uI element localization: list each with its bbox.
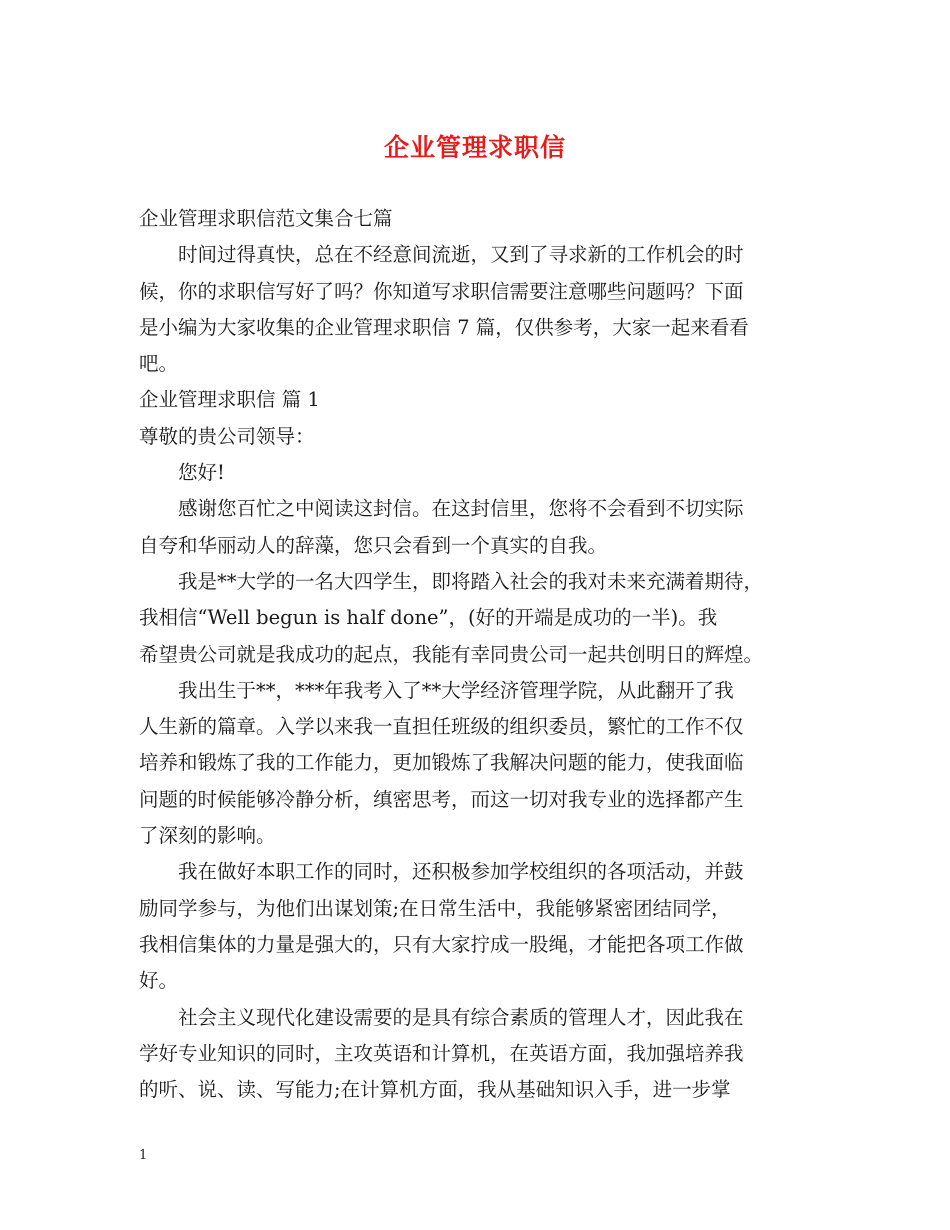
body-line: 了深刻的影响。	[139, 824, 276, 848]
document-body	[139, 201, 819, 1108]
body-line: 企业管理求职信范文集合七篇	[139, 207, 393, 230]
body-line: 的听、说、读、写能力;在计算机方面，我从基础知识入手，进一步掌	[139, 1078, 731, 1102]
body-line: 我是**大学的一名大四学生，即将踏入社会的我对未来充满着期待，	[139, 569, 764, 593]
body-line: 我出生于**，***年我考入了**大学经济管理学院，从此翻开了我	[139, 678, 734, 702]
body-line: 是小编为大家收集的企业管理求职信 7 篇，仅供参考，大家一起来看看	[139, 315, 749, 339]
page-number: 1	[139, 1148, 148, 1163]
body-line: 社会主义现代化建设需要的是具有综合素质的管理人才，因此我在	[139, 1005, 744, 1029]
body-line: 时间过得真快，总在不经意间流逝，又到了寻求新的工作机会的时	[139, 243, 744, 267]
body-line: 希望贵公司就是我成功的起点，我能有幸同贵公司一起共创明日的辉煌。	[139, 642, 764, 666]
document-title: 企业管理求职信	[383, 133, 566, 162]
greeting: 您好!	[139, 461, 225, 485]
body-line: 励同学参与，为他们出谋划策;在日常生活中，我能够紧密团结同学，	[139, 896, 731, 920]
body-line: 好。	[139, 969, 179, 993]
body-line: 感谢您百忙之中阅读这封信。在这封信里，您将不会看到不切实际	[139, 497, 744, 521]
body-line: 问题的时候能够冷静分析，缜密思考，而这一切对我专业的选择都产生	[139, 787, 744, 811]
body-line: 候，你的求职信写好了吗？你知道写求职信需要注意哪些问题吗？下面	[139, 279, 744, 303]
body-line: 人生新的篇章。入学以来我一直担任班级的组织委员，繁忙的工作不仅	[139, 715, 744, 739]
body-line: 自夸和华丽动人的辞藻，您只会看到一个真实的自我。	[139, 533, 608, 557]
body-line: 我在做好本职工作的同时，还积极参加学校组织的各项活动，并鼓	[139, 860, 744, 884]
salutation: 尊敬的贵公司领导：	[139, 424, 315, 448]
body-line: 我相信“Well begun is half done”，(好的开端是成功的一半)。我	[139, 606, 718, 630]
body-line: 我相信集体的力量是强大的，只有大家拧成一股绳，才能把各项工作做	[139, 932, 744, 956]
body-line: 学好专业知识的同时，主攻英语和计算机，在英语方面，我加强培养我	[139, 1041, 744, 1065]
body-line: 培养和锻炼了我的工作能力，更加锻炼了我解决问题的能力，使我面临	[139, 751, 744, 775]
section-heading: 企业管理求职信 篇 1	[139, 388, 320, 412]
body-line: 吧。	[139, 352, 179, 376]
